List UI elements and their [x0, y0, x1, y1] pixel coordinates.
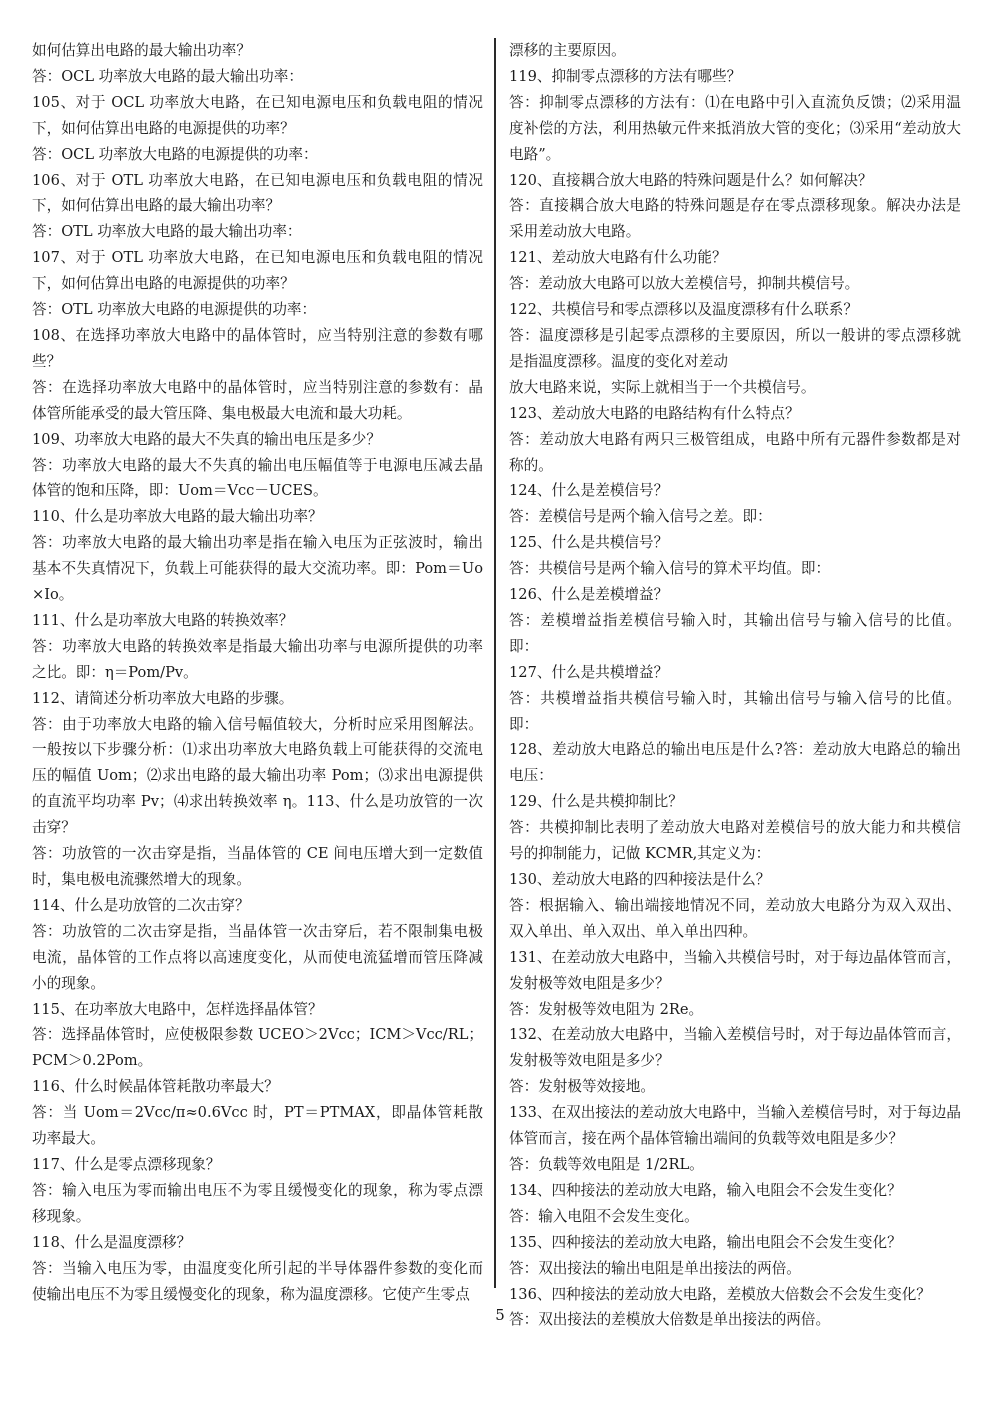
text-line: 105、对于 OCL 功率放大电路，在已知电源电压和负载电阻的情况下，如何估算出电路的电源提供的功率？	[32, 93, 483, 137]
text-line: 答：差动放大电路可以放大差模信号，抑制共模信号。	[509, 275, 860, 293]
column-divider	[494, 38, 496, 1288]
text-line: 答：由于功率放大电路的输入信号幅值较大，分析时应采用图解法。一般按以下步骤分析：⑴求出功率放大电路负载上可能获得的交流电压的幅值 Uom；⑵求出电路的最大输出功率 Pom；⑶求出电源提供的直流平均功率 Pv；⑷求出转换效率 η。113、什么是功放管的一次击穿？	[32, 715, 483, 837]
text-line: 答：选择晶体管时，应使极限参数 UCEO＞2Vcc；ICM＞Vcc/RL；PCM＞0.2Pom。	[32, 1026, 483, 1070]
text-line: 122、共模信号和零点漂移以及温度漂移有什么联系？	[509, 301, 858, 319]
text-line: 121、差动放大电路有什么功能？	[509, 249, 727, 267]
text-line: 106、对于 OTL 功率放大电路，在已知电源电压和负载电阻的情况下，如何估算出电路的最大输出功率？	[32, 171, 483, 215]
text-line: 114、什么是功放管的二次击穿？	[32, 896, 250, 914]
text-line: 109、功率放大电路的最大不失真的输出电压是多少？	[32, 430, 381, 448]
text-line: 答：输入电压为零而输出电压不为零且缓慢变化的现象，称为零点漂移现象。	[32, 1181, 483, 1225]
text-line: 129、什么是共模抑制比？	[509, 793, 683, 811]
text-line: 115、在功率放大电路中，怎样选择晶体管？	[32, 1000, 323, 1018]
text-line: 答：差模信号是两个输入信号之差。即：	[509, 508, 772, 526]
text-line: 答：功放管的二次击穿是指，当晶体管一次击穿后，若不限制集电极电流，晶体管的工作点将以高速度变化，从而使电流猛增而管压降减小的现象。	[32, 922, 483, 992]
text-line: 132、在差动放大电路中，当输入差模信号时，对于每边晶体管而言，发射极等效电阻是多少？	[509, 1026, 961, 1070]
text-line: 答：根据输入、输出端接地情况不同，差动放大电路分为双入双出、双入单出、单入双出、单入单出四种。	[509, 896, 961, 940]
text-line: 107、对于 OTL 功率放大电路，在已知电源电压和负载电阻的情况下，如何估算出电路的电源提供的功率？	[32, 249, 483, 293]
text-line: 125、什么是共模信号？	[509, 534, 669, 552]
text-line: 124、什么是差模信号？	[509, 482, 669, 500]
text-line: 134、四种接法的差动放大电路，输入电阻会不会发生变化？	[509, 1181, 902, 1199]
text-line: 答：差模增益指差模信号输入时，其输出信号与输入信号的比值。即：	[509, 611, 961, 655]
text-line: 答：差动放大电路有两只三极管组成，电路中所有元器件参数都是对称的。	[509, 430, 961, 474]
text-line: 136、四种接法的差动放大电路，差模放大倍数会不会发生变化？	[509, 1285, 931, 1303]
text-line: 答：抑制零点漂移的方法有：⑴在电路中引入直流负反馈；⑵采用温度补偿的方法，利用热敏元件来抵消放大管的变化；⑶采用“差动放大电路”。	[509, 93, 961, 163]
text-line: 答：在选择功率放大电路中的晶体管时，应当特别注意的参数有：晶体管所能承受的最大管压降、集电极最大电流和最大功耗。	[32, 378, 483, 422]
text-line: 答：输入电阻不会发生变化。	[509, 1207, 699, 1225]
text-line: 117、什么是零点漂移现象？	[32, 1155, 221, 1173]
left-column	[32, 38, 483, 1307]
text-line: 108、在选择功率放大电路中的晶体管时，应当特别注意的参数有哪些？	[32, 326, 483, 370]
text-line: 漂移的主要原因。	[509, 42, 626, 59]
text-line: 118、什么是温度漂移？	[32, 1233, 192, 1251]
page-number: 5	[495, 1306, 505, 1324]
text-line: 答：双出接法的输出电阻是单出接法的两倍。	[509, 1259, 801, 1277]
text-line: 126、什么是差模增益？	[509, 586, 669, 604]
text-line: 答：当输入电压为零，由温度变化所引起的半导体器件参数的变化而使输出电压不为零且缓慢变化的现象，称为温度漂移。它使产生零点	[32, 1259, 483, 1303]
text-line: 112、请简述分析功率放大电路的步骤。	[32, 689, 294, 707]
text-line: 答：OCL 功率放大电路的电源提供的功率：	[32, 145, 318, 163]
text-line: 答：当 Uom＝2Vcc/π≈0.6Vcc 时，PT＝PTMAX，即晶体管耗散功率最大。	[32, 1104, 483, 1148]
text-line: 答：直接耦合放大电路的特殊问题是存在零点漂移现象。解决办法是采用差动放大电路。	[509, 197, 961, 241]
text-line: 119、抑制零点漂移的方法有哪些？	[509, 67, 742, 85]
text-line: 答：共模增益指共模信号输入时，其输出信号与输入信号的比值。即：	[509, 689, 961, 733]
text-line: 答：温度漂移是引起零点漂移的主要原因，所以一般讲的零点漂移就是指温度漂移。温度的变化对差动	[509, 326, 961, 370]
text-line: 128、差动放大电路总的输出电压是什么?答：差动放大电路总的输出电压：	[509, 741, 961, 785]
text-line: 116、什么时候晶体管耗散功率最大？	[32, 1078, 279, 1096]
text-line: 135、四种接法的差动放大电路，输出电阻会不会发生变化？	[509, 1233, 902, 1251]
text-line: 答：OTL 功率放大电路的最大输出功率：	[32, 223, 302, 241]
text-line: 答：双出接法的差模放大倍数是单出接法的两倍。	[509, 1311, 831, 1329]
text-line: 答：功率放大电路的最大输出功率是指在输入电压为正弦波时，输出基本不失真情况下，负载上可能获得的最大交流功率。即：Pom＝Uo×Io。	[32, 534, 483, 604]
text-line: 答：功率放大电路的转换效率是指最大输出功率与电源所提供的功率之比。即：η＝Pom/Pv。	[32, 637, 483, 681]
text-line: 123、差动放大电路的电路结构有什么特点？	[509, 404, 800, 422]
text-line: 答：发射极等效接地。	[509, 1078, 655, 1096]
text-line: 如何估算出电路的最大输出功率？	[32, 42, 251, 59]
text-line: 130、差动放大电路的四种接法是什么？	[509, 871, 771, 888]
text-line: 放大电路来说，实际上就相当于一个共模信号。	[509, 378, 816, 396]
text-line: 答：负载等效电阻是 1/2RL。	[509, 1155, 704, 1173]
text-line: 答：发射极等效电阻为 2Re。	[509, 1000, 704, 1018]
text-line: 120、直接耦合放大电路的特殊问题是什么？如何解决？	[509, 171, 873, 189]
text-line: 答：OCL 功率放大电路的最大输出功率：	[32, 67, 303, 85]
text-line: 答：OTL 功率放大电路的电源提供的功率：	[32, 301, 317, 319]
right-column	[509, 38, 961, 1333]
text-line: 131、在差动放大电路中，当输入共模信号时，对于每边晶体管而言，发射极等效电阻是多少？	[509, 948, 961, 992]
text-line: 答：共模信号是两个输入信号的算术平均值。即：	[509, 560, 831, 578]
text-line: 答：功率放大电路的最大不失真的输出电压幅值等于电源电压减去晶体管的饱和压降，即：Uom＝Vcc－UCES。	[32, 456, 483, 500]
text-line: 133、在双出接法的差动放大电路中，当输入差模信号时，对于每边晶体管而言，接在两个晶体管输出端间的负载等效电阻是多少？	[509, 1104, 961, 1148]
text-line: 答：共模抑制比表明了差动放大电路对差模信号的放大能力和共模信号的抑制能力，记做 KCMR,其定义为：	[509, 819, 961, 863]
text-line: 110、什么是功率放大电路的最大输出功率？	[32, 508, 323, 526]
text-line: 答：功放管的一次击穿是指，当晶体管的 CE 间电压增大到一定数值时，集电极电流骤然增大的现象。	[32, 845, 483, 888]
text-line: 127、什么是共模增益？	[509, 663, 669, 681]
text-line: 111、什么是功率放大电路的转换效率？	[32, 611, 294, 629]
